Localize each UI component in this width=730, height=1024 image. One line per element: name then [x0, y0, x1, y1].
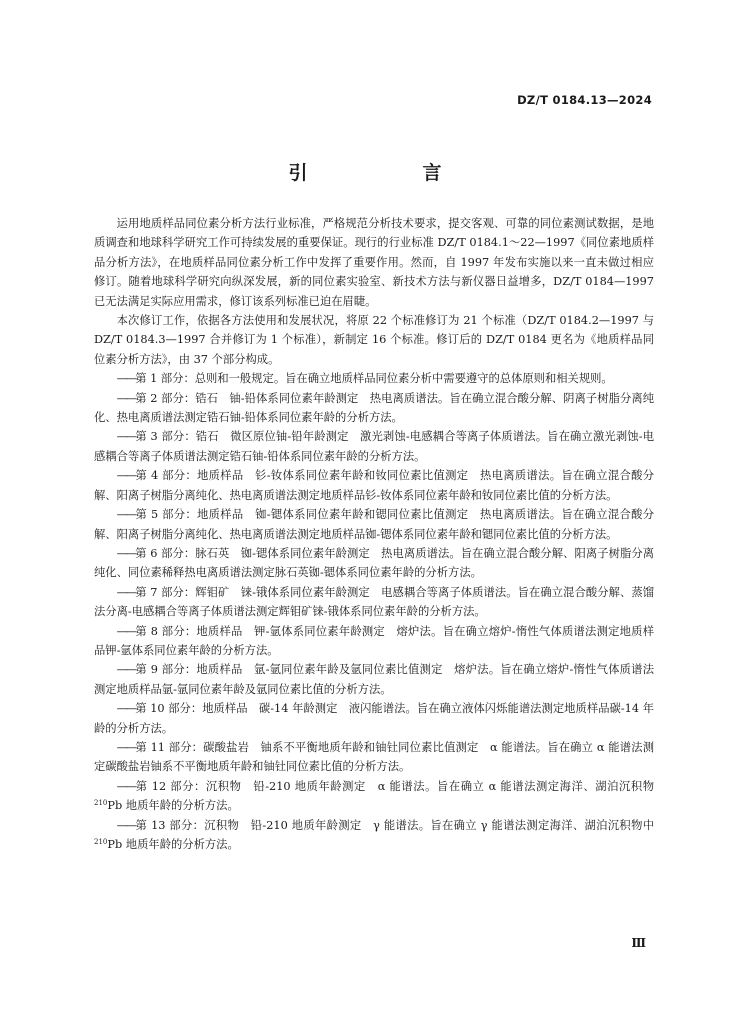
- list-item-text: 第 12 部分：沉积物 铅-210 地质年龄测定 α 能谱法。旨在确立 α 能谱法测定海洋、湖泊沉积物: [135, 779, 654, 793]
- list-item: [94, 699, 654, 738]
- paragraph: 运用地质样品同位素分析方法行业标准，严格规范分析技术要求，提交客观、可靠的同位素测试数据，是地质调查和地球科学研究工作可持续发展的重要保证。现行的行业标准 DZ/T 0184.1～22—1997《同位素地质样品分析方法》，在地质样品同位素分析工作中发挥了重要作用。然而，自 1997 年发布实施以来一直未做过相应修订。随着地球科学研究向纵深发展，新的同位素实验室、新技术方法与新仪器日益增多，DZ/T 0184—1997 已无法满足实际应用需求，修订该系列标准已迫在眉睫。: [94, 217, 654, 308]
- list-item-text: 第 11 部分：碳酸盐岩 铀系不平衡地质年龄和铀钍同位素比值测定 α 能谱法。旨在确立 α 能谱法测定碳酸盐岩铀系不平衡地质年龄和铀钍同位素比值的分析方法。: [94, 740, 654, 774]
- list-item-text: 第 2 部分：锆石 铀-铅体系同位素年龄测定 热电离质谱法。旨在确立混合酸分解、阴离子树脂分离纯化、热电离质谱法测定锆石铀-铅体系同位素年龄的分析方法。: [94, 391, 654, 425]
- list-item: [94, 369, 654, 388]
- list-dash: ——: [116, 624, 136, 638]
- list-dash: ——: [116, 740, 136, 754]
- list-item-text: 第 9 部分：地质样品 氩-氩同位素年龄及氩同位素比值测定 熔炉法。旨在确立熔炉-惰性气体质谱法测定地质样品氩-氩同位素年龄及氩同位素比值的分析方法。: [94, 663, 654, 696]
- list-item: [94, 466, 654, 505]
- list-dash: ——: [116, 663, 136, 677]
- list-item-text: 第 8 部分：地质样品 钾-氩体系同位素年龄测定 熔炉法。旨在确立熔炉-惰性气体质谱法测定地质样品钾-氩体系同位素年龄的分析方法。: [94, 624, 654, 657]
- list-item: [94, 544, 654, 583]
- list-item: [94, 583, 654, 622]
- list-item: [94, 505, 654, 544]
- list-dash: ——: [116, 391, 136, 405]
- list-dash: ——: [116, 372, 136, 386]
- page-number: Ⅲ: [631, 936, 646, 950]
- list-dash: ——: [116, 430, 136, 444]
- list-item: [94, 816, 654, 855]
- list-item: [94, 738, 654, 777]
- list-dash: ——: [116, 779, 136, 793]
- isotope-superscript: 210: [94, 799, 108, 808]
- list-item: [94, 389, 654, 428]
- list-item-text: 第 5 部分：地质样品 铷-锶体系同位素年龄和锶同位素比值测定 热电离质谱法。旨在确立混合酸分解、阳离子树脂分离纯化、热电离质谱法测定地质样品铷-锶体系同位素年龄和锶同位素比值的分析方法。: [94, 508, 654, 541]
- list-dash: ——: [116, 702, 136, 716]
- list-item-text: 第 3 部分：锆石 微区原位铀-铅年龄测定 激光剥蚀-电感耦合等离子体质谱法。旨在确立激光剥蚀-电感耦合等离子体质谱法测定锆石铀-铅体系同位素年龄的分析方法。: [94, 430, 654, 463]
- isotope-superscript: 210: [94, 838, 108, 846]
- list-dash: ——: [116, 508, 136, 522]
- list-item-text: Pb 地质年龄的分析方法。: [107, 838, 239, 851]
- body-text: [94, 214, 654, 854]
- page-title: 引 言: [288, 162, 490, 184]
- list-item-text: 第 13 部分：沉积物 铅-210 地质年龄测定 γ 能谱法。旨在确立 γ 能谱法测定海洋、湖泊沉积物中: [135, 818, 654, 832]
- list-item: [94, 622, 654, 661]
- list-dash: ——: [116, 469, 136, 483]
- list-item: [94, 660, 654, 699]
- paragraph: 本次修订工作，依据各方法使用和发展状况，将原 22 个标准修订为 21 个标准（DZ/T 0184.2—1997 与 DZ/T 0184.3—1997 合并修订为 1 个标准），新制定 16 个标准。修订后的 DZ/T 0184 更名为《地质样品同位素分析方法》，由 37 个部分构成。: [94, 314, 654, 366]
- list-dash: ——: [116, 818, 136, 832]
- list-dash: ——: [116, 585, 136, 599]
- list-item: [94, 427, 654, 466]
- list-item-text: 第 7 部分：辉钼矿 铼-锇体系同位素年龄测定 电感耦合等离子体质谱法。旨在确立混合酸分解、蒸馏法分离-电感耦合等离子体质谱法测定辉钼矿铼-锇体系同位素年龄的分析方法。: [94, 585, 654, 619]
- list-item-text: 第 1 部分：总则和一般规定。旨在确立地质样品同位素分析中需要遵守的总体原则和相关规则。: [135, 372, 613, 386]
- list-item: [94, 777, 654, 816]
- list-item-text: Pb 地质年龄的分析方法。: [107, 799, 239, 813]
- list-item-text: 第 4 部分：地质样品 钐-钕体系同位素年龄和钕同位素比值测定 热电离质谱法。旨在确立混合酸分解、阳离子树脂分离纯化、热电离质谱法测定地质样品钐-钕体系同位素年龄和钕同位素比值的分析方法。: [94, 469, 654, 502]
- list-item-text: 第 10 部分：地质样品 碳-14 年龄测定 液闪能谱法。旨在确立液体闪烁能谱法测定地质样品碳-14 年龄的分析方法。: [94, 702, 654, 735]
- standard-code: DZ/T 0184.13—2024: [517, 93, 652, 107]
- list-dash: ——: [116, 546, 136, 560]
- list-item-text: 第 6 部分：脉石英 铷-锶体系同位素年龄测定 热电离质谱法。旨在确立混合酸分解、阳离子树脂分离纯化、同位素稀释热电离质谱法测定脉石英铷-锶体系同位素年龄的分析方法。: [94, 546, 654, 580]
